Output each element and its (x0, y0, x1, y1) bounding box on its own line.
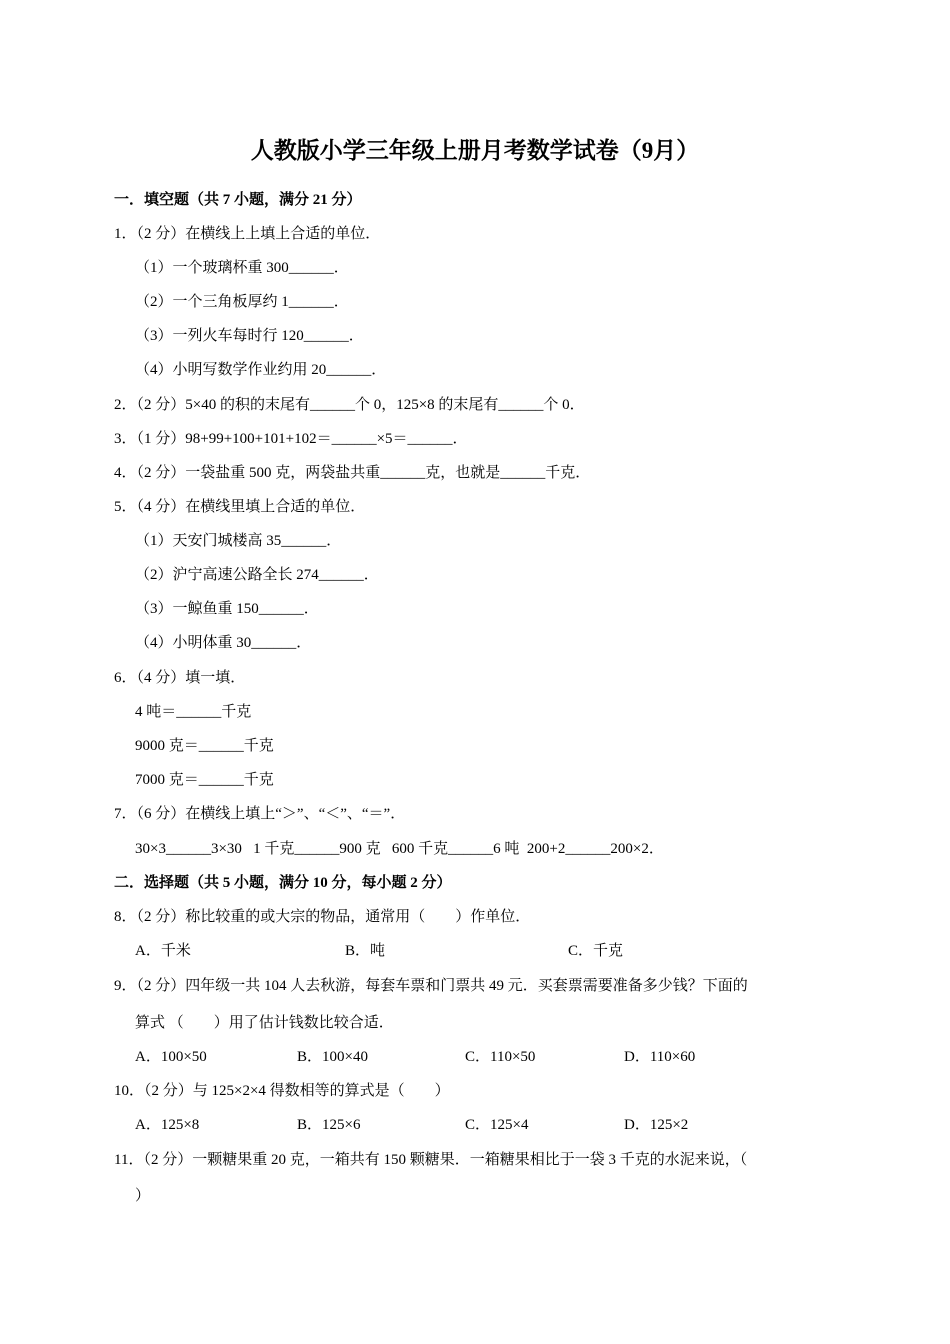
question-1-sub-1: （1）一个玻璃杯重 300______． (135, 260, 349, 276)
question-11-stem-continued: ） (135, 1188, 151, 1204)
question-5-sub-2: （2）沪宁高速公路全长 274______． (135, 567, 379, 583)
question-6-stem: 6．（4 分）填一填． (114, 670, 246, 686)
question-10-option-d: D．125×2 (624, 1117, 689, 1133)
question-9-stem: 9．（2 分）四年级一共 104 人去秋游，每套车票和门票共 49 元．买套票需要准备多少钱？下面的 (114, 978, 748, 994)
question-1-sub-4: （4）小明写数学作业约用 20______． (135, 362, 387, 378)
question-8-stem: 8．（2 分）称比较重的或大宗的物品，通常用（ ）作单位． (114, 909, 531, 925)
question-10-option-c: C．125×4 (465, 1117, 529, 1133)
question-1-sub-2: （2）一个三角板厚约 1______． (135, 294, 349, 310)
question-5-sub-3: （3）一鲸鱼重 150______． (135, 601, 319, 617)
question-9-option-b: B．100×40 (297, 1049, 368, 1065)
question-9-option-a: A．100×50 (135, 1049, 207, 1065)
question-9-option-c: C．110×50 (465, 1049, 536, 1065)
question-1-stem: 1．（2 分）在横线上上填上合适的单位． (114, 226, 381, 242)
page-title: 人教版小学三年级上册月考数学试卷（9月） (250, 138, 700, 163)
question-5-sub-1: （1）天安门城楼高 35______． (135, 533, 342, 549)
question-7-line: 30×3______3×30 1 千克______900 克 600 千克______6 吨 200+2______200×2． (135, 841, 664, 857)
question-6-sub-1: 4 吨＝______千克 (135, 704, 252, 720)
question-10-option-a: A．125×8 (135, 1117, 200, 1133)
question-3: 3．（1 分）98+99+100+101+102＝______×5＝______． (114, 431, 468, 447)
question-4: 4．（2 分）一袋盐重 500 克，两袋盐共重______克，也就是______千克． (114, 465, 591, 481)
question-9-stem-continued: 算式 （ ）用了估计钱数比较合适． (135, 1015, 394, 1031)
question-8-option-c: C．千克 (568, 943, 624, 959)
question-7-stem: 7．（6 分）在横线上填上“＞”、“＜”、“＝”． (114, 806, 406, 822)
question-1-sub-3: （3）一列火车每时行 120______． (135, 328, 364, 344)
question-6-sub-3: 7000 克＝______千克 (135, 772, 274, 788)
question-5-sub-4: （4）小明体重 30______． (135, 635, 312, 651)
section-heading-fill-blank: 一．填空题（共 7 小题，满分 21 分） (114, 192, 362, 208)
question-8-option-b: B．吨 (345, 943, 386, 959)
question-8-option-a: A．千米 (135, 943, 191, 959)
section-heading-choice: 二．选择题（共 5 小题，满分 10 分，每小题 2 分） (114, 875, 452, 891)
question-10-stem: 10．（2 分）与 125×2×4 得数相等的算式是（ ） (114, 1083, 450, 1099)
question-11-stem: 11．（2 分）一颗糖果重 20 克，一箱共有 150 颗糖果．一箱糖果相比于一袋 3 千克的水泥来说，（ (114, 1152, 748, 1168)
question-6-sub-2: 9000 克＝______千克 (135, 738, 274, 754)
question-5-stem: 5．（4 分）在横线里填上合适的单位． (114, 499, 366, 515)
question-2: 2．（2 分）5×40 的积的末尾有______个 0，125×8 的末尾有______个 0． (114, 397, 585, 413)
question-10-option-b: B．125×6 (297, 1117, 361, 1133)
question-9-option-d: D．110×60 (624, 1049, 696, 1065)
